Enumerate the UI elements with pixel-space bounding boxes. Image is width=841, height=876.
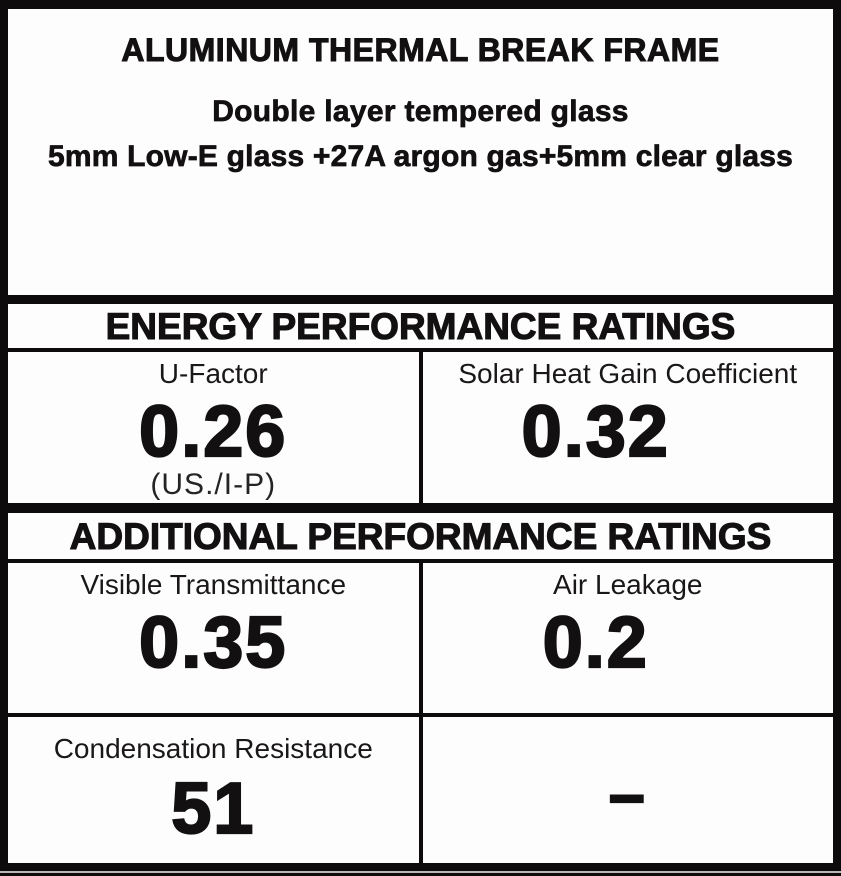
energy-ratings-row — [8, 352, 833, 503]
air-leakage-label: Air Leakage — [553, 569, 703, 600]
shgc-label: Solar Heat Gain Coefficient — [458, 358, 798, 390]
shgc-cell — [423, 352, 834, 503]
condensation-resistance-value: 51 — [171, 769, 256, 850]
additional-performance-header: ADDITIONAL PERFORMANCE RATINGS — [8, 513, 833, 559]
condensation-resistance-label: Condensation Resistance — [53, 733, 373, 764]
air-leakage-cell — [423, 563, 834, 713]
u-factor-unit-note: (US./I-P) — [150, 468, 277, 502]
air-leakage-value: 0.2 — [542, 603, 649, 684]
visible-transmittance-label: Visible Transmittance — [80, 569, 347, 600]
divider-top-energy — [8, 295, 833, 304]
glazing-spec: 5mm Low-E glass +27A argon gas+5mm clear glass — [47, 140, 794, 173]
u-factor-cell — [8, 352, 419, 503]
additional-ratings-row-1 — [8, 563, 833, 713]
glazing-description: Double layer tempered glass — [212, 95, 629, 128]
label-bottom-edge-seam — [0, 871, 841, 873]
not-rated-cell — [423, 717, 834, 863]
u-factor-label: U-Factor — [158, 358, 268, 390]
shgc-value: 0.32 — [521, 392, 670, 473]
additional-ratings-row-2 — [8, 717, 833, 863]
frame-title: ALUMINUM THERMAL BREAK FRAME — [121, 32, 720, 68]
not-rated-dash: – — [608, 758, 647, 830]
visible-transmittance-cell — [8, 563, 419, 713]
condensation-resistance-cell — [8, 717, 419, 863]
energy-performance-header: ENERGY PERFORMANCE RATINGS — [8, 304, 833, 348]
visible-transmittance-value: 0.35 — [139, 603, 288, 684]
divider-energy-additional — [8, 503, 833, 513]
u-factor-value: 0.26 — [139, 392, 288, 473]
product-description-section — [8, 9, 833, 295]
